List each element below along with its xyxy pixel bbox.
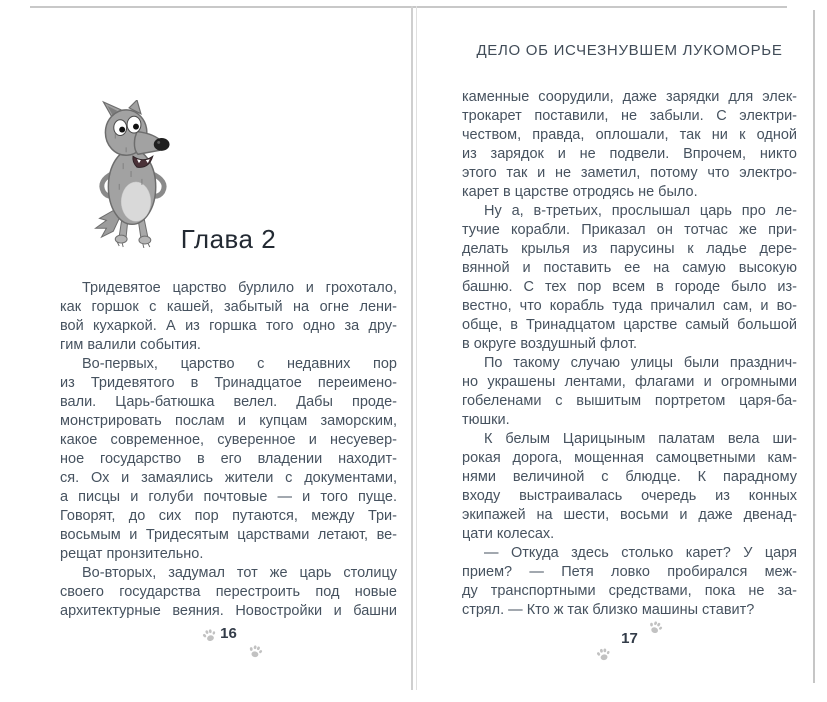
text-line: какое современное, суверенное и несуевер- <box>60 432 397 448</box>
text-line: трокарет поставили, не забыли. С электри- <box>462 108 797 124</box>
text-line: архитектурные веяния. Новостройки и башни <box>60 603 397 619</box>
text-line: ное государство в его владении находит- <box>60 451 397 467</box>
text-line: своего государства перестроить под новые <box>60 584 397 600</box>
page-right-edge <box>813 10 815 683</box>
chapter-title: Глава 2 <box>180 224 277 254</box>
text-line: Говорят, до сих пор путаются, между Три- <box>60 508 397 524</box>
text-line: этого так и не заметил, потому что электро- <box>462 165 797 181</box>
paw-print-icon <box>595 646 613 664</box>
right-page-text <box>462 88 797 620</box>
text-line: рокая дорога, мощенная самоцветными кам- <box>462 450 797 466</box>
right-page-footer <box>462 620 797 668</box>
page-number: 17 <box>621 630 638 647</box>
text-line: К белым Царицыным палатам вела ши- <box>484 431 797 447</box>
text-line: чеством, правда, оплошали, так ни к одной <box>462 127 797 143</box>
text-line: тучие корабли. Приказал он тотчас же при- <box>462 222 797 238</box>
text-line: По такому случаю улицы были празднич- <box>484 355 797 371</box>
text-line: как горшок с кашей, забытый на огне лени- <box>60 299 397 315</box>
text-line: делать крылья из парусины к ладье дере- <box>462 241 797 257</box>
text-line: гим валили события. <box>60 337 201 353</box>
text-line: цати колесах. <box>462 526 555 542</box>
text-line: обще, в Тринадцатом царстве самый большой <box>462 317 797 333</box>
text-line: из зарядок и не подвели. Впрочем, никто <box>462 146 797 162</box>
page-number: 16 <box>220 625 237 642</box>
text-line: рещат пронзительно. <box>60 546 204 562</box>
text-line: — Откуда здесь столько карет? У царя <box>484 545 797 561</box>
text-line: ся. Ох и замаялись жители с документами, <box>60 470 397 486</box>
text-line: монстрировать послам и купцам заморским, <box>60 413 397 429</box>
text-line: входу выстраивалась очередь из конных <box>462 488 797 504</box>
text-line: вали. Царь-батюшка велел. Дабы проде- <box>60 394 397 410</box>
text-line: Во-первых, царство с недавних пор <box>82 356 397 372</box>
text-line: из Тридевятого в Тринадцатое переимено- <box>60 375 397 391</box>
text-line: ду транспортными средствами, пока не за- <box>462 583 797 599</box>
left-page-footer <box>60 620 397 668</box>
text-line: башню. С тех пор всем в городе было из- <box>462 279 797 295</box>
text-line: Ну а, в-третьих, прослышал царь про ле- <box>484 203 797 219</box>
book-gutter-line <box>411 6 413 690</box>
text-line: карет в царстве отродясь не было. <box>462 184 698 200</box>
text-line: вестно, что корабль туда причалил сам, и во- <box>462 298 797 314</box>
text-line: вой кухаркой. А из горшка того одно за дру- <box>60 318 397 334</box>
text-line: но украшены лентами, флагами и огромными <box>462 374 797 390</box>
page-top-edge <box>30 6 787 8</box>
paw-print-icon <box>247 643 265 661</box>
text-line: экипажей на шести, восьми и даже двенад- <box>462 507 797 523</box>
text-line: Во-вторых, задумал тот же царь столицу <box>82 565 397 581</box>
text-line: каменные соорудили, даже зарядки для элек- <box>462 89 797 105</box>
text-line: тюшки. <box>462 412 510 428</box>
left-page-text <box>60 279 397 621</box>
text-line: в округе воздушный флот. <box>462 336 638 352</box>
running-header: ДЕЛО ОБ ИСЧЕЗНУВШЕМ ЛУКОМОРЬЕ <box>476 42 783 59</box>
text-line: а писцы и голуби почтовые — и того пуще. <box>60 489 397 505</box>
text-line: гобеленами с вышитым портретом царя-ба- <box>462 393 797 409</box>
text-line: стрял. — Кто ж так близко машины ставит? <box>462 602 755 618</box>
text-line: нями величиной с блюдце. К парадному <box>462 469 797 485</box>
text-line: восьмым и Тридесятым царствами летают, ве- <box>60 527 397 543</box>
book-gutter-highlight <box>416 6 417 690</box>
text-line: вянной и поставить ее на самую высокую <box>462 260 797 276</box>
text-line: Тридевятое царство бурлило и грохотало, <box>82 280 397 296</box>
text-line: прием? — Петя ловко пробирался меж- <box>462 564 797 580</box>
